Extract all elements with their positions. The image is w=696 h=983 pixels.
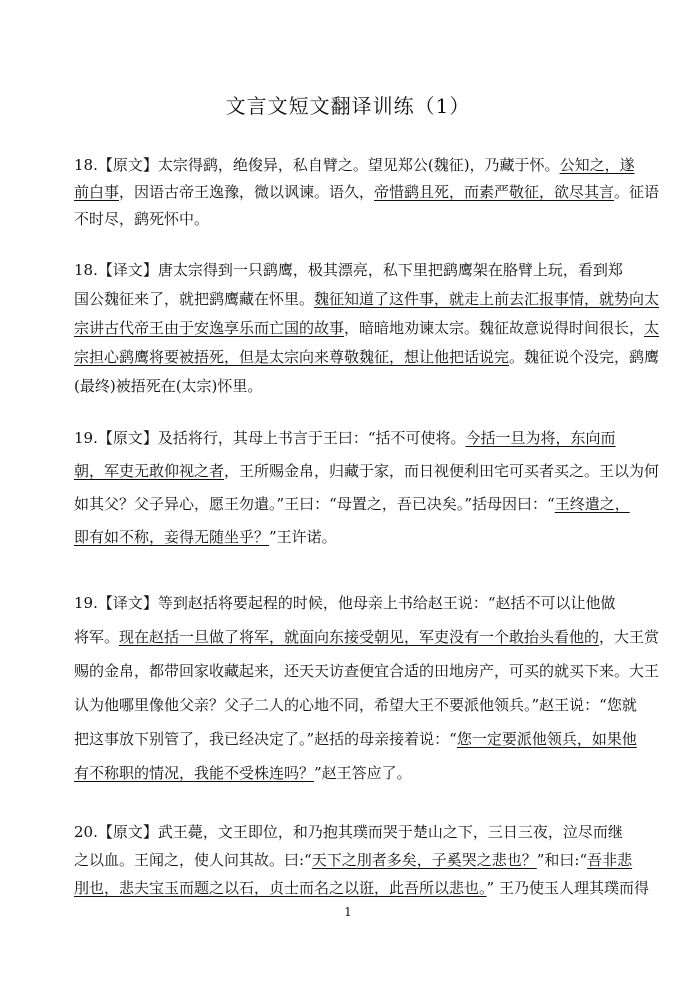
text-segment: ”王许诺。 [269, 528, 337, 546]
text-line [74, 846, 633, 874]
text-line [74, 314, 660, 343]
text-line [74, 343, 660, 372]
underlined-text: 吾非悲 [587, 851, 633, 869]
underlined-text: 魏征知道了这件事，就走上前去汇报事情，就势向太 [314, 290, 660, 308]
underlined-text: 您一定要派他领兵，如果他 [456, 730, 637, 748]
text-segment: ”和曰:“ [536, 851, 588, 869]
text-segment: 把这事放下别管了，我已经决定了。”赵括的母亲接着说：“ [74, 730, 457, 748]
text-segment: 如其父？父子异心，愿王勿遣。”王曰：“母置之，吾已决矣。”括母因曰：“ [74, 495, 555, 513]
underlined-text: 天下之刖者多矣，子奚哭之悲也？ [311, 851, 537, 869]
text-segment: 19.【原文】及括将行，其母上书言于王曰：“括不可使将。 [74, 429, 466, 447]
text-segment: 将军。 [74, 628, 120, 646]
text-segment: 。征语 [614, 183, 660, 201]
text-segment: ，王所赐金帛，归藏于家，而日视便利田宅可买者买之。王以为何 [224, 462, 660, 480]
underlined-text: 太 [644, 319, 660, 337]
underlined-text: 现在赵括一旦做了将军，就面向东接受朝见，军吏没有一个敢抬头看他的 [119, 628, 600, 646]
underlined-text: 王终遣之， [554, 495, 630, 513]
text-segment: 不时尽，鹞死怀中。 [74, 210, 210, 228]
underlined-text: 刖也，悲夫宝玉而题之以石，贞士而名之以诳，此吾所以悲也。 [74, 879, 487, 897]
paragraph-18-original [74, 152, 660, 233]
text-segment: 20.【原文】武王薨，文王即位，和乃抱其璞而哭于楚山之下，三日三夜，泣尽而继 [74, 823, 623, 841]
page-title: 文言文短文翻译训练（1） [225, 94, 471, 118]
text-segment: (最终)被捂死在(太宗)怀里。 [74, 377, 263, 395]
text-line [74, 285, 660, 314]
text-line [74, 654, 660, 688]
underlined-text: 公知之，遂 [559, 156, 635, 174]
text-segment: 之以血。王闻之，使人问其故。曰:“ [74, 851, 312, 869]
text-segment: ，大王赏 [599, 628, 660, 646]
underlined-text: 朝，军吏无敢仰视之者 [74, 462, 225, 480]
text-line [74, 756, 628, 790]
underlined-text: 前白事 [74, 183, 120, 201]
text-line [74, 521, 628, 554]
paragraph-19-translation [74, 586, 660, 790]
text-segment: 19.【译文】等到赵括将要起程的时候，他母亲上书给赵王说：“赵括不可以让他做 [74, 594, 616, 612]
text-segment: 18.【原文】太宗得鹞，绝俊异，私自臂之。望见郑公(魏征)，乃藏于怀。 [74, 156, 560, 174]
underlined-text: 帝惜鹞且死，而素严敬征，欲尽其言 [374, 183, 615, 201]
text-segment: ，因语古帝王逸豫，微以讽谏。语久， [119, 183, 375, 201]
text-line [74, 688, 637, 722]
text-segment: 国公魏征来了，就把鹞鹰藏在怀里。 [74, 290, 315, 308]
text-line [74, 455, 660, 488]
underlined-text: 即有如不称，妾得无随坐乎？ [74, 528, 270, 546]
text-segment: ” 王乃使玉人理其璞而得 [486, 879, 649, 897]
paragraph-20-original [74, 818, 649, 902]
text-line [74, 152, 635, 179]
text-line [74, 818, 628, 846]
text-segment: 18.【译文】唐太宗得到一只鹞鹰，极其漂亮，私下里把鹞鹰架在胳臂上玩，看到郑 [74, 261, 623, 279]
text-segment: ，暗暗地劝谏太宗。魏征故意说得时间很长， [344, 319, 645, 337]
underlined-text: 有不称职的情况，我能不受株连吗？ [74, 764, 315, 782]
text-segment: ”赵王答应了。 [314, 764, 412, 782]
text-line [74, 874, 649, 902]
underlined-text: 宗担心鹞鹰将要被捂死，但是太宗向来尊敬魏征，想让他把话说完 [74, 348, 510, 366]
paragraph-18-translation [74, 256, 660, 401]
underlined-text: 宗讲古代帝王由于安逸享乐而亡国的故事 [74, 319, 345, 337]
underlined-text: 今括一旦为将，东向而 [465, 429, 616, 447]
text-line [74, 206, 628, 233]
text-line [74, 256, 628, 285]
text-line [74, 422, 628, 455]
text-line [74, 620, 660, 654]
text-segment: 认为他哪里像他父亲？父子二人的心地不同，希望大王不要派他领兵。”赵王说：“您就 [74, 696, 637, 714]
page-number: 1 [344, 905, 352, 919]
text-segment: 赐的金帛，都带回家收藏起来，还天天访查便宜合适的田地房产，可买的就买下来。大王 [74, 662, 660, 680]
text-line [74, 488, 628, 521]
paragraph-19-original [74, 422, 660, 554]
text-segment: 。魏征说个没完，鹞鹰 [509, 348, 660, 366]
text-line [74, 722, 637, 756]
text-line [74, 372, 628, 401]
text-line [74, 586, 628, 620]
text-line [74, 179, 660, 206]
